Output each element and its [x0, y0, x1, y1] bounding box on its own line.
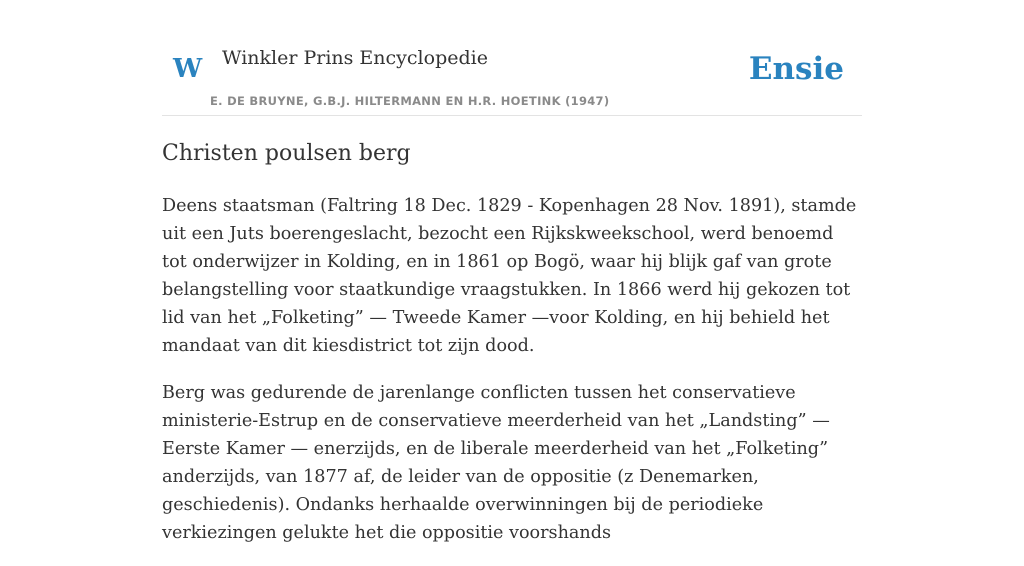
source-title-link[interactable]: Winkler Prins Encyclopedie	[222, 47, 488, 69]
article-paragraph: Deens staatsman (Faltring 18 Dec. 1829 - Kopenhagen 28 Nov. 1891), stamde uit een Juts boerengeslacht, bezocht een Rijkskweekschool, werd benoemd tot onderwijzer in Kolding, en in 1861 op Bogö, waar hij blijk gaf van grote belangstelling voor staatkundige vraagstukken. In 1866 werd hij gekozen tot lid van het „Folketing” — Tweede Kamer —voor Kolding, en hij behield het mandaat van dit kiesdistrict tot zijn dood.	[162, 196, 857, 356]
article-paragraph: Berg was gedurende de jarenlange conflicten tussen het conservatieve ministerie-Estrup en de conservatieve meerderheid van het „Landsting” — Eerste Kamer — enerzijds, en de liberale meerderheid van het „Folketing” anderzijds, van 1877 af, de leider van de oppositie (z Denemarken, geschiedenis). Ondanks herhaalde overwinningen bij de periodieke verkiezingen gelukte het die oppositie voorshands	[162, 383, 830, 543]
source-authors: E. DE BRUYNE, G.B.J. HILTERMANN EN H.R. HOETINK (1947)	[210, 94, 610, 108]
ensie-logo-link[interactable]: Ensie	[748, 51, 844, 87]
source-logo-icon[interactable]: W	[173, 54, 203, 84]
article-body	[162, 192, 862, 566]
site-header	[162, 0, 862, 116]
article-title: Christen poulsen berg	[162, 141, 411, 166]
